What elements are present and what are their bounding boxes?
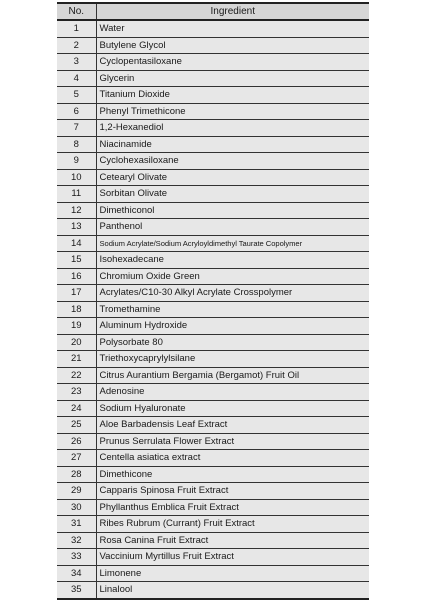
table-header-row xyxy=(57,3,369,20)
table-row xyxy=(57,532,369,549)
ingredient-name: Sodium Acrylate/Sodium Acryloyldimethyl Taurate Copolymer xyxy=(96,235,369,252)
row-number: 32 xyxy=(57,532,96,549)
table-row xyxy=(57,219,369,236)
row-number: 26 xyxy=(57,433,96,450)
row-number: 7 xyxy=(57,120,96,137)
row-number: 4 xyxy=(57,70,96,87)
ingredient-name: Titanium Dioxide xyxy=(96,87,369,104)
ingredient-name: Centella asiatica extract xyxy=(96,450,369,467)
table-row xyxy=(57,120,369,137)
ingredient-name: Water xyxy=(96,20,369,37)
table-row xyxy=(57,400,369,417)
ingredient-name: Adenosine xyxy=(96,384,369,401)
ingredient-name: Dimethicone xyxy=(96,466,369,483)
row-number: 29 xyxy=(57,483,96,500)
table-row xyxy=(57,103,369,120)
ingredient-name: Aloe Barbadensis Leaf Extract xyxy=(96,417,369,434)
ingredient-name: Cyclopentasiloxane xyxy=(96,54,369,71)
ingredient-name: Vaccinium Myrtillus Fruit Extract xyxy=(96,549,369,566)
ingredient-name: Glycerin xyxy=(96,70,369,87)
ingredient-name: Niacinamide xyxy=(96,136,369,153)
table-row xyxy=(57,367,369,384)
column-header-ingredient: Ingredient xyxy=(96,3,369,20)
table-row xyxy=(57,582,369,599)
row-number: 6 xyxy=(57,103,96,120)
ingredient-name: Panthenol xyxy=(96,219,369,236)
ingredient-name: Capparis Spinosa Fruit Extract xyxy=(96,483,369,500)
row-number: 1 xyxy=(57,20,96,37)
table-row xyxy=(57,351,369,368)
ingredient-name: Ribes Rubrum (Currant) Fruit Extract xyxy=(96,516,369,533)
ingredient-name: Acrylates/C10-30 Alkyl Acrylate Crosspolymer xyxy=(96,285,369,302)
table-row xyxy=(57,565,369,582)
table-row xyxy=(57,417,369,434)
row-number: 22 xyxy=(57,367,96,384)
table-row xyxy=(57,202,369,219)
table-row xyxy=(57,37,369,54)
table-row xyxy=(57,153,369,170)
row-number: 11 xyxy=(57,186,96,203)
table-row xyxy=(57,268,369,285)
ingredient-name: Sodium Hyaluronate xyxy=(96,400,369,417)
table-row xyxy=(57,285,369,302)
table-row xyxy=(57,499,369,516)
ingredient-name: Cyclohexasiloxane xyxy=(96,153,369,170)
ingredient-sheet xyxy=(57,2,369,599)
row-number: 13 xyxy=(57,219,96,236)
row-number: 3 xyxy=(57,54,96,71)
row-number: 12 xyxy=(57,202,96,219)
column-header-no: No. xyxy=(57,3,96,20)
ingredient-name: Butylene Glycol xyxy=(96,37,369,54)
table-row xyxy=(57,136,369,153)
table-row xyxy=(57,549,369,566)
ingredient-name: Cetearyl Olivate xyxy=(96,169,369,186)
row-number: 31 xyxy=(57,516,96,533)
table-row xyxy=(57,466,369,483)
table-row xyxy=(57,433,369,450)
ingredient-name: Limonene xyxy=(96,565,369,582)
ingredient-name: Prunus Serrulata Flower Extract xyxy=(96,433,369,450)
row-number: 24 xyxy=(57,400,96,417)
row-number: 15 xyxy=(57,252,96,269)
row-number: 17 xyxy=(57,285,96,302)
table-row xyxy=(57,318,369,335)
table-row xyxy=(57,384,369,401)
ingredient-name: Sorbitan Olivate xyxy=(96,186,369,203)
table-row xyxy=(57,483,369,500)
table-row xyxy=(57,87,369,104)
row-number: 19 xyxy=(57,318,96,335)
row-number: 8 xyxy=(57,136,96,153)
row-number: 34 xyxy=(57,565,96,582)
row-number: 10 xyxy=(57,169,96,186)
table-row xyxy=(57,70,369,87)
table-row xyxy=(57,20,369,37)
row-number: 33 xyxy=(57,549,96,566)
ingredient-name: Triethoxycaprylylsilane xyxy=(96,351,369,368)
ingredient-name: Rosa Canina Fruit Extract xyxy=(96,532,369,549)
table-row xyxy=(57,252,369,269)
ingredient-name: Phyllanthus Emblica Fruit Extract xyxy=(96,499,369,516)
table-row xyxy=(57,450,369,467)
row-number: 23 xyxy=(57,384,96,401)
row-number: 30 xyxy=(57,499,96,516)
ingredient-name: Aluminum Hydroxide xyxy=(96,318,369,335)
row-number: 27 xyxy=(57,450,96,467)
row-number: 2 xyxy=(57,37,96,54)
row-number: 21 xyxy=(57,351,96,368)
row-number: 9 xyxy=(57,153,96,170)
row-number: 25 xyxy=(57,417,96,434)
table-row xyxy=(57,516,369,533)
table-row xyxy=(57,186,369,203)
ingredient-name: Chromium Oxide Green xyxy=(96,268,369,285)
row-number: 14 xyxy=(57,235,96,252)
row-number: 35 xyxy=(57,582,96,599)
row-number: 28 xyxy=(57,466,96,483)
ingredient-name: Dimethiconol xyxy=(96,202,369,219)
ingredient-name: Polysorbate 80 xyxy=(96,334,369,351)
ingredient-name: Citrus Aurantium Bergamia (Bergamot) Fruit Oil xyxy=(96,367,369,384)
ingredient-name: Phenyl Trimethicone xyxy=(96,103,369,120)
table-row xyxy=(57,54,369,71)
ingredient-name: Isohexadecane xyxy=(96,252,369,269)
table-row xyxy=(57,169,369,186)
ingredient-name: 1,2-Hexanediol xyxy=(96,120,369,137)
row-number: 20 xyxy=(57,334,96,351)
ingredient-name: Tromethamine xyxy=(96,301,369,318)
row-number: 16 xyxy=(57,268,96,285)
table-row xyxy=(57,235,369,252)
row-number: 5 xyxy=(57,87,96,104)
table-body xyxy=(57,20,369,599)
row-number: 18 xyxy=(57,301,96,318)
table-row xyxy=(57,301,369,318)
table-row xyxy=(57,334,369,351)
ingredient-name: Linalool xyxy=(96,582,369,599)
ingredient-table xyxy=(57,2,369,600)
